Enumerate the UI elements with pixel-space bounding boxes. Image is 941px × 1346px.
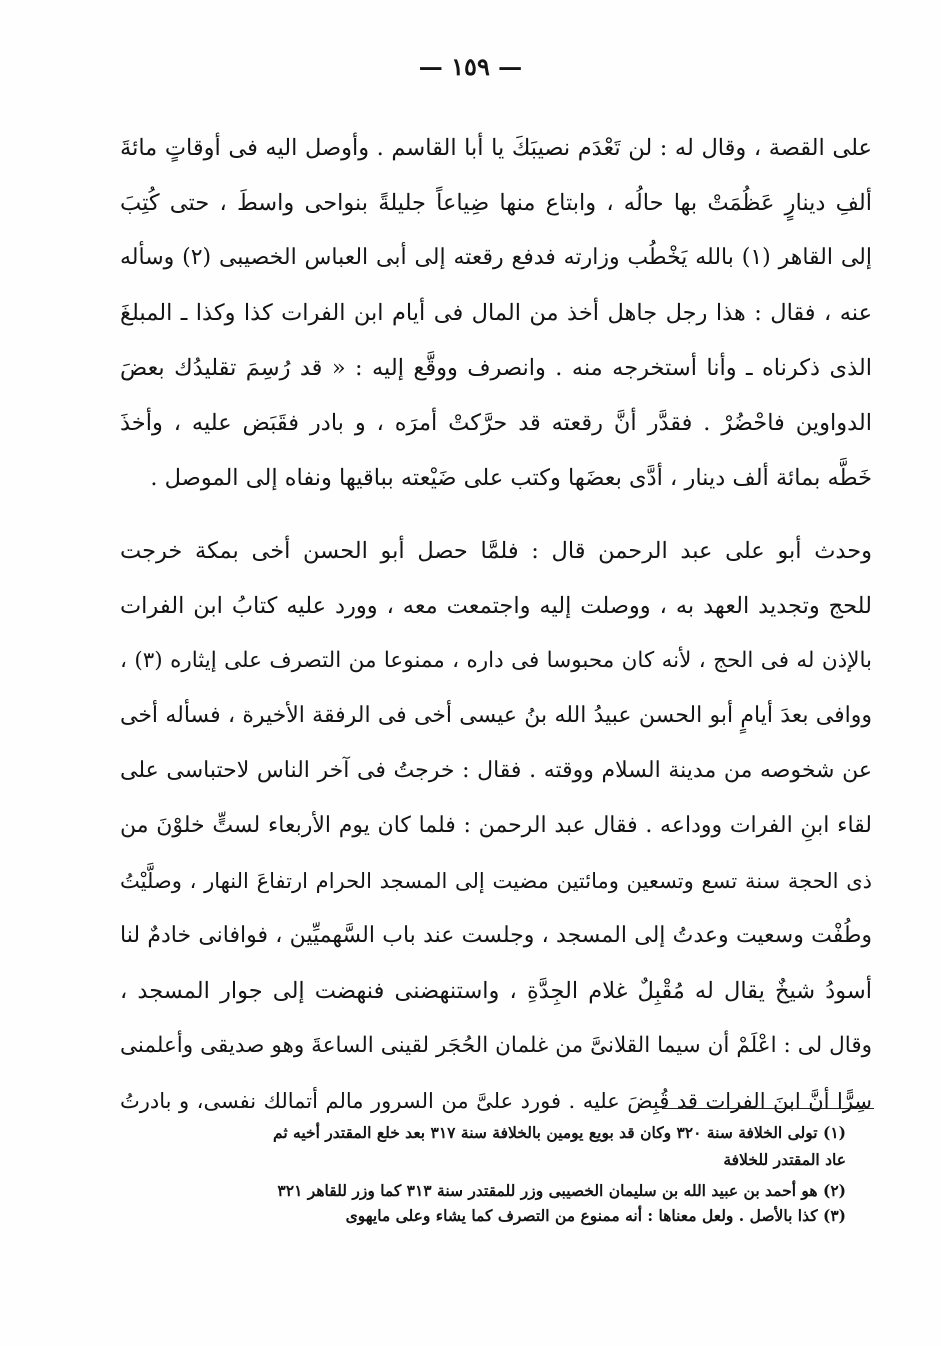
footnote-line: (٢) هو أحمد بن عبيد الله بن سليمان الخصيبى وزر للمقتدر سنة ٣١٣ كما وزر للقاهر ٣٢١	[277, 1181, 846, 1200]
footnote-line: عاد المقتدر للخلافة	[723, 1150, 846, 1169]
footnote-separator	[662, 1108, 874, 1109]
text-line: الدواوين فاحْضُرْ . فقدَّر أنَّ رقعته قد حرَّكتْ أمرَه ، و بادر فقَبَض عليه ، وأخذَ	[120, 410, 872, 436]
text-line: الذى ذكرناه ـ وأنا أستخرجه منه . وانصرف ووقَّع إليه : « قد رُسِمَ تقليدُك بعضَ	[120, 355, 872, 381]
text-line: خَطَّه بمائة ألف دينار ، أدَّى بعضَها وكتب على ضَيْعته بباقيها ونفاه إلى الموصل .	[150, 465, 872, 491]
text-line: ذى الحجة سنة تسع وتسعين ومائتين مضيت إلى المسجد الحرام ارتفاعَ النهار ، وصلَّيْتُ	[120, 869, 872, 893]
text-line: وقال لى : اعْلَمْ أن سيما القلانىَّ من غلمان الحُجَر لقينى الساعةَ وهو صديقى وأعلمنى	[120, 1033, 872, 1058]
text-line: سِرًّا أنَّ ابنَ الفرات قد قُبِضَ عليه . فورد علىَّ من السرور مالم أتمالك نفسى، و بادرتُ	[120, 1089, 872, 1113]
text-line: للحج وتجديد العهد به ، ووصلت إليه واجتمعت معه ، وورد عليه كتابُ ابن الفرات	[120, 593, 872, 619]
footnotes	[190, 1120, 846, 1228]
text-line: على القصة ، وقال له : لن تَعْدَم نصيبَكَ يا أبا القاسم . وأوصل اليه فى أوقاتٍ مائةَ	[120, 135, 872, 161]
text-line: أسودُ شيخٌ يقال له مُقْبِلٌ غلام الجِدَّةِ ، واستنهضنى فنهضت إلى جوار المسجد ،	[120, 978, 872, 1004]
footnote-line: (١) تولى الخلافة سنة ٣٢٠ وكان قد بويع يومين بالخلافة سنة ٣١٧ بعد خلع المقتدر أخيه ثم	[273, 1123, 846, 1142]
text-line: وطُفْت وسعيت وعدتُ إلى المسجد ، وجلست عند باب السَّهميِّين ، فوافانى خادمٌ لنا	[120, 923, 872, 948]
text-line: بالإذن له فى الحج ، لأنه كان محبوسا فى داره ، ممنوعا من التصرف على إيثاره (٣) ،	[120, 648, 872, 673]
page-number: — ١٥٩ —	[418, 52, 523, 81]
paragraph-gap	[120, 507, 872, 525]
text-line: ألفِ دينارٍ عَظُمَتْ بها حالُه ، وابتاع منها ضِياعاً جليلةً بنواحى واسطَ ، حتى كُتِبَ	[120, 190, 872, 216]
footnote-line: (٣) كذا بالأصل . ولعل معناها : أنه ممنوع من التصرف كما يشاء وعلى مايهوى	[345, 1206, 846, 1225]
text-line: عنه ، فقال : هذا رجل جاهل أخذ من المال فى أيام ابن الفرات كذا وكذا ـ المبلغَ	[120, 300, 872, 326]
body-text	[120, 122, 872, 1130]
text-line: وحدث أبو على عبد الرحمن قال : فلمَّا حصل أبو الحسن أخى بمكة خرجت	[120, 538, 872, 564]
text-line: إلى القاهر (١) بالله يَخْطُب وزارته فدفع رقعته إلى أبى العباس الخصيبى (٢) وسأله	[120, 245, 872, 270]
text-line: لقاء ابنِ الفرات ووداعه . فقال عبد الرحمن : فلما كان يوم الأربعاء لستٍّ خلوْنَ من	[120, 813, 872, 838]
text-line: ووافى بعدَ أيامٍ أبو الحسن عبيدُ الله بنُ عيسى أخى فى الرفقة الأخيرة ، فسأله أخى	[120, 703, 872, 728]
text-line: عن شخوصه من مدينة السلام ووقته . فقال : خرجتُ فى آخر الناس لاحتباسى على	[120, 758, 872, 783]
